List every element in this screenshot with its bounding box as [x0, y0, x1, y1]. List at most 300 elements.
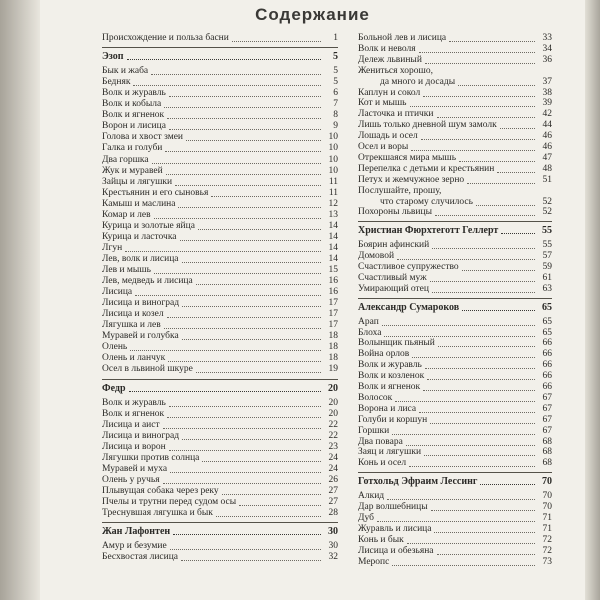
toc-entry-title: Горшки — [358, 425, 390, 436]
toc-entry-title: Лягушки против солнца — [102, 452, 200, 463]
dot-leader — [170, 472, 321, 473]
toc-page-number: 36 — [542, 54, 552, 65]
toc-entry[interactable] — [102, 398, 338, 409]
toc-page-number: 68 — [542, 458, 552, 469]
toc-page-number: 27 — [328, 497, 338, 507]
dot-leader — [196, 372, 321, 373]
dot-leader — [476, 205, 535, 206]
toc-entry-title: Счастливый муж — [358, 272, 427, 283]
toc-entry-title: Волк и неволя — [358, 43, 416, 54]
toc-entry[interactable] — [102, 110, 338, 121]
dot-leader — [164, 328, 321, 329]
toc-page-number: 34 — [542, 43, 552, 54]
toc-entry[interactable] — [358, 120, 552, 131]
dot-leader — [382, 325, 535, 326]
toc-page-number: 46 — [542, 142, 552, 152]
toc-page-number: 23 — [328, 441, 338, 452]
toc-page-number: 44 — [542, 120, 552, 131]
toc-page-number: 10 — [328, 132, 338, 143]
dot-leader — [178, 207, 321, 208]
toc-page-number: 30 — [328, 541, 338, 552]
toc-entry[interactable] — [102, 121, 338, 132]
toc-entry-title: Арап — [358, 316, 379, 327]
author-name: Федр — [102, 382, 126, 394]
toc-entry-title: Лисица и виноград — [102, 430, 180, 441]
toc-entry[interactable] — [102, 188, 338, 199]
toc-page-number: 66 — [542, 382, 552, 392]
toc-entry[interactable] — [358, 240, 552, 251]
toc-entry[interactable] — [358, 284, 552, 295]
toc-entry-title: Осел и воры — [358, 142, 409, 152]
toc-entry[interactable] — [102, 232, 338, 243]
dot-leader — [384, 336, 535, 337]
contents-page — [40, 0, 585, 600]
toc-page-number: 9 — [333, 121, 338, 132]
dot-leader — [135, 295, 321, 296]
toc-entry[interactable] — [102, 508, 338, 519]
toc-entry[interactable] — [102, 442, 338, 453]
toc-entry[interactable] — [358, 393, 552, 404]
dot-leader — [421, 139, 535, 140]
toc-entry[interactable] — [102, 221, 338, 232]
toc-entry[interactable] — [358, 328, 552, 339]
toc-author-heading[interactable] — [358, 225, 552, 236]
toc-page-number: 10 — [328, 154, 338, 165]
toc-entry[interactable] — [102, 475, 338, 486]
dot-leader — [125, 251, 321, 252]
toc-page-number: 5 — [333, 66, 338, 77]
page-edge-shadow — [585, 0, 600, 600]
dot-leader — [432, 248, 535, 249]
toc-entry[interactable] — [358, 360, 552, 371]
toc-entry-title: Волк и журавль — [102, 88, 166, 99]
toc-author-heading[interactable] — [102, 526, 338, 537]
toc-entry[interactable] — [102, 409, 338, 420]
toc-entry[interactable] — [102, 33, 338, 44]
toc-page-number: 5 — [333, 77, 338, 88]
toc-page-number: 37 — [542, 76, 552, 87]
toc-page-number: 51 — [542, 174, 552, 185]
toc-entry-title: Волк и ягненок — [358, 382, 421, 392]
dot-leader — [232, 41, 321, 42]
dot-leader — [434, 532, 535, 533]
toc-entry[interactable] — [102, 155, 338, 166]
toc-entry[interactable] — [102, 132, 338, 143]
toc-page-number: 1 — [333, 33, 338, 43]
dot-leader — [173, 534, 321, 535]
toc-entry[interactable] — [358, 251, 552, 262]
toc-entry[interactable] — [358, 262, 552, 273]
dot-leader — [397, 259, 535, 260]
dot-leader — [458, 85, 535, 86]
dot-leader — [459, 161, 535, 162]
toc-entry-title: Происхождение и польза басни — [102, 33, 229, 43]
toc-page-number: 14 — [328, 253, 338, 264]
section-divider — [358, 221, 552, 222]
dot-leader — [169, 96, 321, 97]
author-name: Христиан Фюрхтеготт Геллерт — [358, 225, 499, 237]
toc-entry-title: Галка и голуби — [102, 143, 163, 154]
toc-entry[interactable] — [358, 164, 552, 175]
dot-leader — [186, 140, 321, 141]
dot-leader — [392, 434, 535, 435]
toc-entry[interactable] — [358, 513, 552, 524]
toc-entry[interactable] — [358, 186, 552, 208]
dot-leader — [182, 439, 321, 440]
dot-leader — [387, 499, 535, 500]
toc-entry[interactable] — [102, 552, 338, 563]
toc-entry[interactable] — [102, 497, 338, 508]
dot-leader — [167, 417, 321, 418]
toc-entry[interactable] — [358, 349, 552, 360]
book-spine-shadow — [0, 0, 40, 600]
toc-entry-title: Олень у ручья — [102, 474, 160, 485]
toc-page-number: 20 — [328, 397, 338, 408]
toc-page-number: 20 — [328, 408, 338, 419]
toc-page-number: 5 — [333, 51, 338, 63]
toc-page-number: 26 — [328, 474, 338, 485]
dot-leader — [407, 543, 535, 544]
dot-leader — [431, 510, 535, 511]
toc-entry-title: Счастливое супружество — [358, 262, 459, 272]
toc-entry[interactable] — [102, 486, 338, 497]
toc-entry-title: Лгун — [102, 242, 123, 253]
toc-page-number: 66 — [542, 349, 552, 360]
toc-entry-title: Лисица и ворон — [102, 441, 166, 452]
dot-leader — [411, 150, 535, 151]
toc-entry[interactable] — [102, 265, 338, 276]
toc-page-number: 6 — [333, 88, 338, 99]
toc-entry-title: Два горшка — [102, 154, 149, 165]
toc-entry-title: Меропс — [358, 556, 390, 567]
toc-entry-title: Лисица — [102, 287, 133, 298]
toc-page-number: 7 — [333, 99, 338, 110]
toc-entry[interactable] — [358, 491, 552, 502]
toc-entry-title: Лисица и обезьяна — [358, 545, 434, 556]
toc-entry[interactable] — [102, 143, 338, 154]
dot-leader — [202, 461, 321, 462]
dot-leader — [438, 346, 535, 347]
toc-entry-title: Лисица и виноград — [102, 298, 180, 309]
toc-page-number: 55 — [542, 225, 552, 237]
toc-entry[interactable] — [358, 88, 552, 99]
toc-entry[interactable] — [358, 207, 552, 218]
toc-page-number: 11 — [328, 176, 338, 187]
toc-page-number: 16 — [328, 276, 338, 287]
toc-entry[interactable] — [102, 243, 338, 254]
toc-entry[interactable] — [102, 99, 338, 110]
toc-author-heading[interactable] — [358, 302, 552, 313]
toc-page-number: 46 — [542, 131, 552, 142]
author-name: Эзоп — [102, 51, 124, 63]
toc-entry[interactable] — [358, 524, 552, 535]
toc-page-number: 63 — [542, 283, 552, 294]
toc-entry-title: Олень — [102, 342, 128, 353]
toc-entry-title: Бык и жаба — [102, 66, 149, 77]
toc-page-number: 18 — [328, 331, 338, 342]
toc-entry-title: Дележ львиный — [358, 54, 422, 65]
toc-entry-title: Умирающий отец — [358, 283, 429, 294]
toc-page-number: 12 — [328, 198, 338, 209]
toc-entry-title: Волк и козленок — [358, 371, 425, 382]
dot-leader — [167, 118, 321, 119]
toc-entry[interactable] — [102, 431, 338, 442]
dot-leader — [500, 128, 535, 129]
toc-entry-title: Ворон и лисица — [102, 121, 166, 132]
toc-entry-title: Петух и жемчужное зерно — [358, 174, 465, 185]
toc-entry-title: Ворона и лиса — [358, 403, 417, 414]
toc-entry-title: Зайцы и лягушки — [102, 176, 173, 187]
toc-entry[interactable] — [358, 371, 552, 382]
toc-entry[interactable] — [102, 464, 338, 475]
dot-leader — [222, 494, 321, 495]
toc-entry[interactable] — [358, 382, 552, 393]
toc-page-number: 57 — [542, 251, 552, 262]
toc-entry[interactable] — [358, 557, 552, 568]
toc-entry-title: Курица и ласточка — [102, 231, 177, 242]
dot-leader — [198, 229, 321, 230]
toc-entry[interactable] — [102, 309, 338, 320]
toc-entry-title: Бедняк — [102, 77, 131, 88]
toc-entry-title: Жук и муравей — [102, 165, 163, 176]
page-title: Содержание — [255, 5, 370, 24]
toc-page-number: 66 — [542, 338, 552, 349]
toc-page-number: 22 — [328, 430, 338, 441]
toc-entry[interactable] — [102, 353, 338, 364]
dot-leader — [133, 85, 321, 86]
dot-leader — [395, 401, 535, 402]
author-name: Жан Лафонтен — [102, 526, 171, 538]
dot-leader — [169, 129, 321, 130]
toc-entry-title: Волк и журавль — [102, 397, 166, 408]
toc-page-number: 67 — [542, 425, 552, 436]
dot-leader — [154, 218, 321, 219]
toc-entry[interactable] — [102, 66, 338, 77]
toc-entry[interactable] — [358, 546, 552, 557]
dot-leader — [182, 339, 321, 340]
toc-entry-title-continued: что старому случилось — [380, 196, 473, 207]
toc-entry[interactable] — [358, 55, 552, 66]
dot-leader — [430, 423, 535, 424]
author-name: Готхольд Эфраим Лессинг — [358, 476, 478, 488]
toc-page-number: 19 — [328, 364, 338, 375]
toc-entry-title: Алкид — [358, 491, 385, 502]
toc-page-number: 67 — [542, 392, 552, 403]
dot-leader — [169, 406, 321, 407]
section-divider — [102, 522, 338, 523]
toc-page-number: 55 — [542, 240, 552, 251]
dot-leader — [425, 63, 535, 64]
toc-entry-title: Послушайте, прошу, — [358, 185, 442, 196]
dot-leader — [406, 445, 535, 446]
toc-page-number: 18 — [328, 353, 338, 364]
toc-page-number: 68 — [542, 447, 552, 458]
toc-page-number: 10 — [328, 165, 338, 176]
dot-leader — [409, 466, 535, 467]
toc-entry[interactable] — [102, 364, 338, 375]
toc-entry[interactable] — [358, 175, 552, 186]
toc-entry[interactable] — [102, 199, 338, 210]
toc-entry-title: Курица и золотые яйца — [102, 220, 195, 231]
toc-entry[interactable] — [102, 88, 338, 99]
toc-entry-title: Журавль и лисица — [358, 523, 432, 534]
toc-entry[interactable] — [358, 426, 552, 437]
toc-page-number: 59 — [542, 262, 552, 272]
toc-entry[interactable] — [358, 404, 552, 415]
dot-leader — [164, 107, 321, 108]
dot-leader — [151, 74, 321, 75]
toc-entry-title: Амур и безумие — [102, 541, 167, 552]
toc-entry-title: Волосок — [358, 392, 393, 403]
toc-entry[interactable] — [102, 254, 338, 265]
toc-entry-title: Камыш и маслина — [102, 198, 176, 209]
dot-leader — [497, 172, 535, 173]
toc-entry[interactable] — [102, 298, 338, 309]
author-name: Александр Сумароков — [358, 301, 460, 313]
dot-leader — [163, 428, 321, 429]
toc-page-number: 14 — [328, 231, 338, 242]
toc-entry[interactable] — [102, 342, 338, 353]
toc-entry-title: Лошадь и осел — [358, 131, 418, 142]
toc-entry[interactable] — [358, 317, 552, 328]
toc-entry[interactable] — [102, 320, 338, 331]
toc-entry[interactable] — [102, 453, 338, 464]
toc-entry[interactable] — [358, 98, 552, 109]
toc-entry-title: Треснувшая лягушка и бык — [102, 508, 213, 519]
toc-entry[interactable] — [102, 177, 338, 188]
toc-page-number: 71 — [542, 512, 552, 523]
dot-leader — [166, 174, 321, 175]
toc-entry[interactable] — [102, 77, 338, 88]
toc-page-number: 47 — [542, 152, 552, 163]
toc-entry-title: Отрекшаяся мира мышь — [358, 152, 457, 163]
dot-leader — [170, 549, 321, 550]
toc-entry-title: Домовой — [358, 251, 395, 262]
toc-entry[interactable] — [102, 210, 338, 221]
dot-leader — [168, 361, 321, 362]
dot-leader — [437, 554, 535, 555]
toc-entry[interactable] — [358, 502, 552, 513]
toc-page-number: 72 — [542, 534, 552, 545]
toc-entry-title: Плывущая собака через реку — [102, 485, 219, 496]
toc-page-number: 30 — [328, 526, 338, 538]
toc-entry-title: Волк и ягненок — [102, 110, 165, 121]
toc-entry[interactable] — [358, 415, 552, 426]
dot-leader — [182, 306, 321, 307]
toc-entry[interactable] — [102, 166, 338, 177]
dot-leader — [211, 196, 321, 197]
dot-leader — [419, 412, 535, 413]
dot-leader — [163, 483, 321, 484]
toc-entry-title: Пчелы и трутни перед судом осы — [102, 497, 237, 507]
toc-entry-title-continued: да много и досады — [380, 76, 456, 87]
toc-entry[interactable] — [102, 287, 338, 298]
toc-entry-title: Голуби и коршун — [358, 414, 428, 425]
toc-entry-title: Голова и хвост змеи — [102, 132, 184, 143]
toc-page-number: 42 — [542, 109, 552, 120]
toc-entry-title: Кот и мышь — [358, 98, 407, 109]
toc-page-number: 71 — [542, 523, 552, 534]
toc-entry[interactable] — [358, 33, 552, 44]
toc-entry[interactable] — [358, 273, 552, 284]
toc-entry-title: Ласточка и птички — [358, 109, 434, 120]
toc-entry[interactable] — [358, 142, 552, 153]
toc-entry[interactable] — [358, 153, 552, 164]
dot-leader — [480, 484, 535, 485]
toc-entry[interactable] — [358, 535, 552, 546]
toc-author-heading[interactable] — [102, 383, 338, 394]
toc-entry-title: Лисица и аист — [102, 419, 160, 430]
toc-page-number: 65 — [542, 327, 552, 338]
toc-page-number: 33 — [542, 33, 552, 43]
toc-page-number: 70 — [542, 491, 552, 502]
toc-entry[interactable] — [358, 447, 552, 458]
toc-page-number: 61 — [542, 272, 552, 283]
toc-page-number: 15 — [328, 265, 338, 275]
toc-entry-title: Лисица и козел — [102, 309, 164, 320]
toc-page-number: 28 — [328, 508, 338, 519]
dot-leader — [130, 350, 321, 351]
toc-page-number: 32 — [328, 552, 338, 563]
toc-entry[interactable] — [358, 458, 552, 469]
toc-page-number: 72 — [542, 545, 552, 556]
section-divider — [358, 472, 552, 473]
toc-page-number: 16 — [328, 287, 338, 298]
toc-entry-title: Волынщик пьяный — [358, 338, 435, 349]
toc-entry[interactable] — [102, 276, 338, 287]
toc-entry-title: Похороны львицы — [358, 207, 432, 218]
toc-entry[interactable] — [102, 331, 338, 342]
toc-entry[interactable] — [102, 420, 338, 431]
toc-page-number: 68 — [542, 436, 552, 447]
toc-entry-title: Конь и бык — [358, 534, 404, 545]
dot-leader — [152, 163, 321, 164]
dot-leader — [437, 117, 535, 118]
dot-leader — [501, 233, 535, 234]
toc-entry-title: Лягушка и лев — [102, 320, 161, 331]
toc-entry[interactable] — [358, 338, 552, 349]
toc-entry[interactable] — [358, 109, 552, 120]
toc-entry[interactable] — [358, 44, 552, 55]
toc-author-heading[interactable] — [358, 476, 552, 487]
section-divider — [358, 298, 552, 299]
toc-entry[interactable] — [358, 131, 552, 142]
dot-leader — [169, 450, 321, 451]
toc-entry-title: Осел в львиной шкуре — [102, 364, 193, 375]
toc-entry-title: Комар и лев — [102, 209, 151, 220]
dot-leader — [180, 240, 321, 241]
dot-leader — [462, 270, 535, 271]
toc-entry-title: Лишь только дневной шум замолк — [358, 120, 497, 131]
toc-entry[interactable] — [358, 437, 552, 448]
toc-entry[interactable] — [102, 541, 338, 552]
dot-leader — [127, 59, 321, 60]
toc-page-number: 27 — [328, 485, 338, 496]
toc-page-number: 10 — [328, 143, 338, 154]
toc-entry-title: Волк и ягненок — [102, 408, 165, 419]
dot-leader — [239, 505, 321, 506]
toc-entry-title: Лев, волк и лисица — [102, 253, 179, 264]
toc-entry-title: Жениться хорошо, — [358, 65, 433, 76]
dot-leader — [165, 151, 321, 152]
toc-author-heading[interactable] — [102, 51, 338, 62]
dot-leader — [425, 368, 535, 369]
toc-entry-title: Два повара — [358, 436, 403, 447]
toc-entry[interactable] — [358, 66, 552, 88]
dot-leader — [467, 183, 535, 184]
dot-leader — [216, 516, 321, 517]
toc-entry-title: Муравей и голубка — [102, 331, 179, 342]
